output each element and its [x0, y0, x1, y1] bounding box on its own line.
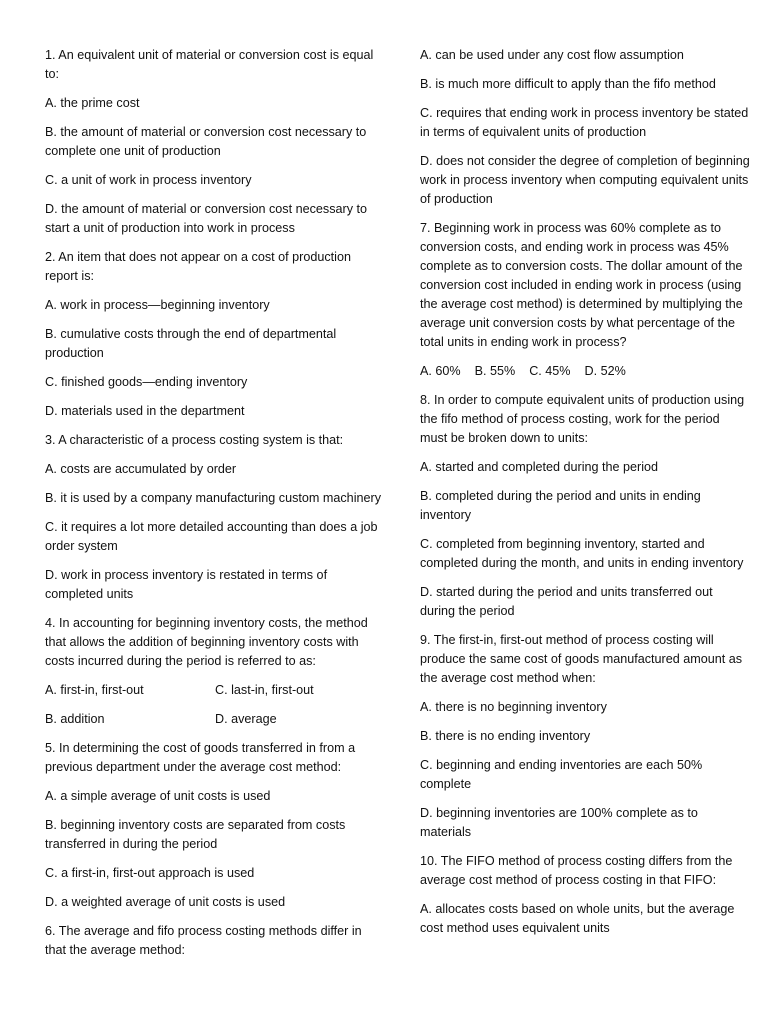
question-7-stem: 7. Beginning work in process was 60% complete as to conversion costs, and ending work in process was 45% complete as to conversion costs. The dollar amount of the conversion cost included in ending work in process (using the average cost method) is determined by multiplying the average unit conversion costs by what percentage of the total units in ending work in process? [420, 221, 743, 349]
question-4-stem: 4. In accounting for beginning inventory costs, the method that allows the addition of beginning inventory costs with costs incurred during the period is referred to as: [45, 616, 368, 668]
question-2-stem: 2. An item that does not appear on a cost of production report is: [45, 250, 351, 283]
question-3-option-d: D. work in process inventory is restated in terms of completed units [45, 568, 328, 601]
question-6-option-b: B. is much more difficult to apply than the fifo method [420, 77, 716, 91]
question-4-options-row-2 [45, 710, 385, 729]
question-5-option-a: A. a simple average of unit costs is used [45, 789, 271, 803]
question-10-stem: 10. The FIFO method of process costing differs from the average cost method of process costing in that FIFO: [420, 854, 733, 887]
question-5-stem: 5. In determining the cost of goods transferred in from a previous department under the average cost method: [45, 741, 356, 774]
question-8-stem: 8. In order to compute equivalent units of production using the fifo method of process costing, work for the period must be broken down to units: [420, 393, 745, 445]
question-8-option-c: C. completed from beginning inventory, started and completed during the month, and units in ending inventory [420, 537, 744, 570]
question-4-option-b: B. addition [45, 712, 105, 726]
question-8-option-d: D. started during the period and units transferred out during the period [420, 585, 713, 618]
question-6-option-a: A. can be used under any cost flow assumption [420, 48, 684, 62]
question-4-option-a: A. first-in, first-out [45, 683, 144, 697]
question-3-option-b: B. it is used by a company manufacturing custom machinery [45, 491, 381, 505]
question-2-option-b: B. cumulative costs through the end of departmental production [45, 327, 337, 360]
question-1-option-d: D. the amount of material or conversion cost necessary to start a unit of production into work in process [45, 202, 367, 235]
question-2-option-a: A. work in process—beginning inventory [45, 298, 270, 312]
question-2-option-d: D. materials used in the department [45, 404, 245, 418]
question-6-option-c: C. requires that ending work in process inventory be stated in terms of equivalent units of production [420, 106, 749, 139]
question-1-option-c: C. a unit of work in process inventory [45, 173, 252, 187]
question-1-option-b: B. the amount of material or conversion cost necessary to complete one unit of production [45, 125, 367, 158]
question-4-options-row-1 [45, 681, 385, 700]
question-5-option-b: B. beginning inventory costs are separated from costs transferred in during the period [45, 818, 346, 851]
question-9-option-a: A. there is no beginning inventory [420, 700, 607, 714]
question-3-option-c: C. it requires a lot more detailed accounting than does a job order system [45, 520, 378, 553]
question-9-option-b: B. there is no ending inventory [420, 729, 591, 743]
question-9-stem: 9. The first-in, first-out method of process costing will produce the same cost of goods manufactured amount as the average cost method when: [420, 633, 743, 685]
question-4-option-c: C. last-in, first-out [215, 683, 314, 697]
question-6-stem: 6. The average and fifo process costing methods differ in that the average method: [45, 924, 362, 957]
question-4-option-d: D. average [215, 712, 277, 726]
question-8-option-a: A. started and completed during the period [420, 460, 659, 474]
question-3-option-a: A. costs are accumulated by order [45, 462, 237, 476]
question-9-option-d: D. beginning inventories are 100% complete as to materials [420, 806, 698, 839]
right-column [420, 46, 750, 948]
question-5-option-c: C. a first-in, first-out approach is used [45, 866, 255, 880]
question-9-option-c: C. beginning and ending inventories are each 50% complete [420, 758, 703, 791]
left-column [45, 46, 385, 970]
question-1-option-a: A. the prime cost [45, 96, 140, 110]
question-1-stem: 1. An equivalent unit of material or conversion cost is equal to: [45, 48, 374, 81]
question-3-stem: 3. A characteristic of a process costing system is that: [45, 433, 344, 447]
question-6-option-d: D. does not consider the degree of completion of beginning work in process inventory when computing equivalent units of production [420, 154, 750, 206]
question-7-options: A. 60% B. 55% C. 45% D. 52% [420, 364, 626, 378]
question-5-option-d: D. a weighted average of unit costs is used [45, 895, 286, 909]
question-10-option-a: A. allocates costs based on whole units, but the average cost method uses equivalent units [420, 902, 735, 935]
question-8-option-b: B. completed during the period and units in ending inventory [420, 489, 701, 522]
question-2-option-c: C. finished goods—ending inventory [45, 375, 248, 389]
